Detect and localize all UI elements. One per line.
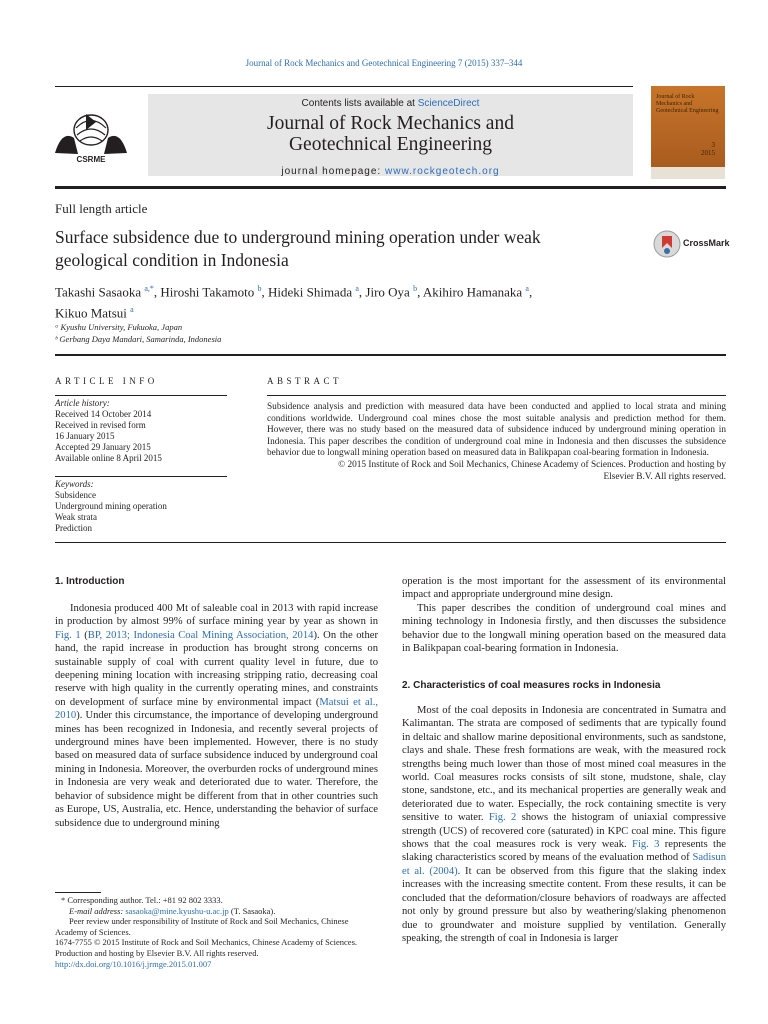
author[interactable]: Akihiro Hamanaka (422, 284, 523, 300)
text-run: Indonesia produced 400 Mt of saleable coal in 2013 with rapid increase in production by almost 99% of surface mining year by year as shown in (55, 603, 378, 628)
author[interactable]: Hiroshi Takamoto (160, 284, 255, 300)
authors-line1 (55, 280, 655, 301)
author[interactable]: Kikuo Matsui (55, 305, 127, 321)
fig-link[interactable]: Fig. 1 (55, 629, 81, 641)
authors (55, 280, 655, 323)
text-run: ( (80, 629, 88, 641)
text-run: ). Under this circumstance, the importance of developing underground mines has been recognized in Indonesia, and recently several projects of underground mines have been implemented. However, there is no study based on measured data of surface subsidence induced by underground coal mining in Indonesia. Moreover, the overburden rocks of underground mines in Indonesia are very weak and deteriorated due to water. Therefore, the behavior of subsidence might be different from that in other countries such as Europe, US, Australia, etc. Hence, understanding the behavior of surface subsidence due to underground mining (55, 710, 378, 829)
abstract-heading: ABSTRACT (267, 376, 343, 386)
author[interactable]: Hideki Shimada (267, 284, 353, 300)
abstract-copyright-2: Elsevier B.V. All rights reserved. (603, 471, 726, 482)
journal-title-line2: Geotechnical Engineering (288, 134, 493, 155)
history-item: Accepted 29 January 2015 (55, 442, 151, 452)
corresponding-author: * Corresponding author. Tel.: +81 92 802 3333. (61, 895, 223, 905)
text-run: . It can be observed from this figure that the slaking index increases with the increasing smectite content. From these results, it can be concluded that the deformation/closure behaviors of roadways are affected not only by ground pressure but also by weathering/slaking phenomenon due to groundwater and moisture supplied by ventilation. Generally speaking, the strength of coal in Indonesia is larger (402, 865, 727, 944)
history-item: 16 January 2015 (55, 431, 115, 441)
article-type: Full length article (55, 201, 148, 216)
citation-link[interactable]: Sadisun et al. (2004) (402, 852, 726, 877)
abstract-rule (267, 395, 726, 396)
article-info-heading: ARTICLE INFO (55, 376, 158, 386)
intro-p1 (55, 602, 378, 830)
crossmark-label: CrossMark (683, 238, 730, 248)
keywords-label: Keywords: (55, 479, 94, 489)
logo-text: CSRME (76, 155, 106, 164)
right-column-top (402, 575, 726, 655)
info-top-rule (55, 354, 726, 356)
author-sup[interactable]: a (130, 305, 134, 315)
author[interactable]: Jiro Oya (365, 284, 410, 300)
cover-issue-year (701, 141, 715, 157)
cover-issue: 3 (711, 141, 715, 149)
section-heading-2: 2. Characteristics of coal measures rocks in Indonesia (402, 680, 661, 691)
journal-title (148, 113, 633, 155)
abstract-text: Subsidence analysis and prediction with measured data have been conducted and applied to local strata and mining conditions worldwide. Underground coal mines chose the most suitable analysis and prediction method for them. However, there was no study based on the measured data of subsidence induced by underground mining operation in Indonesia. This paper describes the condition of underground coal mine in Indonesia and then discusses the subsidence behavior due to longwall mining operation based on measured data in Balikpapan coal-bearing formation in Indonesia. (267, 402, 726, 459)
csrme-logo-graphic (52, 108, 130, 166)
citation-link[interactable]: Matsui et al., 2010 (55, 696, 378, 722)
section-heading-intro: 1. Introduction (55, 576, 125, 587)
article-title (55, 226, 645, 272)
citation-link[interactable]: BP, 2013; Indonesia Coal Mining Association, 2014 (87, 629, 314, 641)
author-sep: , (358, 284, 366, 300)
author-sup[interactable]: a (355, 284, 359, 293)
article-title-line2: geological condition in Indonesia (55, 250, 289, 270)
journal-title-line1: Journal of Rock Mechanics and (267, 113, 514, 134)
journal-citation[interactable]: Journal of Rock Mechanics and Geotechnical Engineering 7 (2015) 337–344 (245, 58, 523, 68)
text-run: shows the histogram of uniaxial compressive strength (UCS) of recovered core (saturated) in KPC coal mine. This figure shows that the coal measures rock is very weak. (402, 812, 726, 851)
right-p1: operation is the most important for the assessment of its environmental impact and appropriate underground mine design. (402, 576, 726, 601)
text-run: represents the slaking characteristics scored by means of the evaluation method of (402, 839, 726, 864)
text-run: ). On the other hand, the rapid increase in production has brought strong concerns on sustainable supply of coal with current quality level in future, due to deepening mining location with increasing stripping ratio, decreasing coal reserve with high quality in the currently operating mines, and constraints on development of surface mine by environmental impact ( (55, 629, 378, 708)
doi-link[interactable]: http://dx.doi.org/10.1016/j.jrmge.2015.01.007 (55, 958, 212, 969)
affiliation: ᵇ Gerbang Daya Mandari, Samarinda, Indonesia (55, 334, 222, 344)
author-sup[interactable]: b (257, 284, 262, 293)
fig-link[interactable]: Fig. 3 (632, 839, 660, 851)
peer-review: Peer review under responsibility of Institute of Rock and Soil Mechanics, Chinese Academy of Sciences. (55, 916, 349, 937)
article-info (55, 398, 227, 464)
email-suffix: (T. Sasaoka). (228, 905, 276, 916)
contents-prefix: Contents lists available at (301, 98, 415, 109)
author[interactable]: Takashi Sasaoka (55, 284, 142, 300)
journal-banner (148, 94, 633, 176)
footnote-rule (55, 892, 101, 893)
email-line (55, 906, 378, 917)
email-label: E-mail address: (69, 905, 126, 916)
sciencedirect-link[interactable]: ScienceDirect (417, 98, 480, 109)
keyword: Weak strata (55, 512, 98, 522)
abstract-body (267, 402, 726, 483)
keyword: Subsidence (55, 490, 96, 500)
journal-cover-thumbnail[interactable] (651, 86, 725, 179)
text-run: Most of the coal deposits in Indonesia are concentrated in Sumatra and Kalimantan. The strata are composed of sediments that are typically found in deltaic and shallow marine depositional environments, such as sandstone, clays and shale. These fresh formations are weak, with the measured rock strengths being much lower than those of most mined coal measures in the world. Coal measures rocks consists of silt stone, mudstone, shale, clay stone, sandstone, etc., and its mechanical properties are generally weak and deteriorated due to water. Especially, the rock containing smectite is very sensitive to water. (402, 705, 726, 824)
author-sep: , (528, 284, 533, 300)
cover-year: 2015 (701, 149, 715, 157)
history-item: Available online 8 April 2015 (55, 453, 162, 463)
intro-paragraph (55, 602, 378, 830)
authors-line2 (55, 301, 655, 322)
right-p2: This paper describes the condition of underground coal mines and mining technology in Indonesia firstly, and then discusses the subsidence behavior due to the longwall mining operation based on the measured data in Balikpapan coal-bearing formation in Indonesia. (402, 602, 726, 655)
cover-footer-bar (651, 167, 725, 179)
keyword: Prediction (55, 523, 92, 533)
keywords (55, 479, 227, 534)
abstract-copyright-1: © 2015 Institute of Rock and Soil Mechanics, Chinese Academy of Sciences. Production and hosting by (338, 459, 726, 470)
article-info-rule (55, 395, 227, 396)
history-item: Received 14 October 2014 (55, 409, 152, 419)
fig-link[interactable]: Fig. 2 (488, 812, 517, 824)
affiliation: ᵃ Kyushu University, Fukuoka, Japan (55, 322, 183, 332)
author-sep: , (261, 284, 268, 300)
contents-line (148, 98, 633, 109)
author-sep: , (417, 284, 423, 300)
article-title-line1: Surface subsidence due to underground mining operation under weak (55, 227, 541, 247)
keyword: Underground mining operation (55, 501, 167, 511)
footnotes (55, 895, 378, 969)
crossmark-icon (652, 228, 682, 260)
sec2-p1 (402, 704, 726, 945)
author-sep: , (153, 284, 161, 300)
author-sup[interactable]: b (413, 284, 418, 293)
issn-line: 1674-7755 © 2015 Institute of Rock and Soil Mechanics, Chinese Academy of Sciences. Production and hosting by Elsevier B.V. All rights reserved. (55, 937, 358, 958)
history-label: Article history: (55, 398, 110, 408)
section-2-paragraph (402, 704, 726, 945)
affiliations (55, 321, 221, 345)
history-item: Received in revised form (55, 420, 146, 430)
author-sup[interactable]: a,* (144, 284, 154, 293)
header-top-rule (55, 86, 633, 87)
body-top-rule (55, 542, 726, 543)
header-bottom-rule (55, 186, 726, 189)
csrme-logo (52, 108, 130, 166)
crossmark-badge[interactable] (652, 228, 732, 260)
cover-title: Journal of Rock Mechanics and Geotechnical Engineering (656, 94, 719, 114)
email-link[interactable]: sasaoka@mine.kyushu-u.ac.jp (125, 905, 229, 916)
homepage-link[interactable]: www.rockgeotech.org (385, 166, 500, 177)
author-sup[interactable]: a (525, 284, 529, 293)
homepage-prefix: journal homepage: (281, 166, 382, 177)
keywords-rule (55, 476, 227, 477)
homepage-line (148, 166, 633, 177)
